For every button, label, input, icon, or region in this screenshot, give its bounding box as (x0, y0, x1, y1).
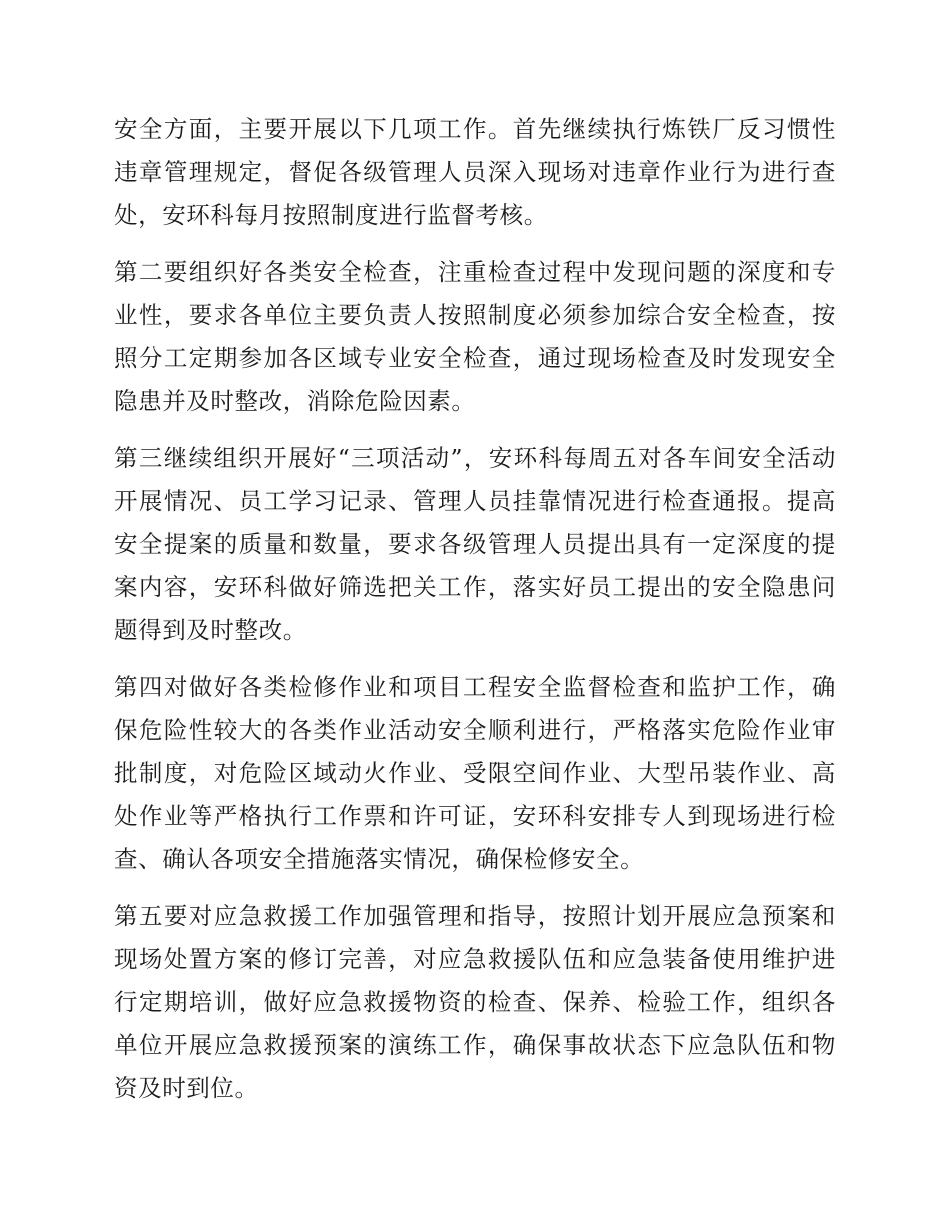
paragraph-maintenance-supervision: 第四对做好各类检修作业和项目工程安全监督检查和监护工作，确保危险性较大的各类作业活动安全顺利进行，严格落实危险作业审批制度，对危险区域动火作业、受限空间作业、大型吊装作业、高处作业等严格执行工作票和许可证，安环科安排专人到现场进行检查、确认各项安全措施落实情况，确保检修安全。 (114, 673, 836, 873)
paragraph-safety-inspection: 第二要组织好各类安全检查，注重检查过程中发现问题的深度和专业性，要求各单位主要负责人按照制度必须参加综合安全检查，按照分工定期参加各区域专业安全检查，通过现场检查及时发现安全隐患并及时整改，消除危险因素。 (114, 258, 836, 415)
paragraph-safety-overview: 安全方面，主要开展以下几项工作。首先继续执行炼铁厂反习惯性违章管理规定，督促各级管理人员深入现场对违章作业行为进行查处，安环科每月按照制度进行监督考核。 (114, 115, 836, 229)
paragraph-three-activities: 第三继续组织开展好“三项活动”，安环科每周五对各车间安全活动开展情况、员工学习记录、管理人员挂靠情况进行检查通报。提高安全提案的质量和数量，要求各级管理人员提出具有一定深度的提案内容，安环科做好筛选把关工作，落实好员工提出的安全隐患问题得到及时整改。 (114, 444, 836, 644)
paragraph-emergency-rescue: 第五要对应急救援工作加强管理和指导，按照计划开展应急预案和现场处置方案的修订完善，对应急救援队伍和应急装备使用维护进行定期培训，做好应急救援物资的检查、保养、检验工作，组织各单位开展应急救援预案的演练工作，确保事故状态下应急队伍和物资及时到位。 (114, 902, 836, 1102)
document-page (114, 108, 836, 1124)
